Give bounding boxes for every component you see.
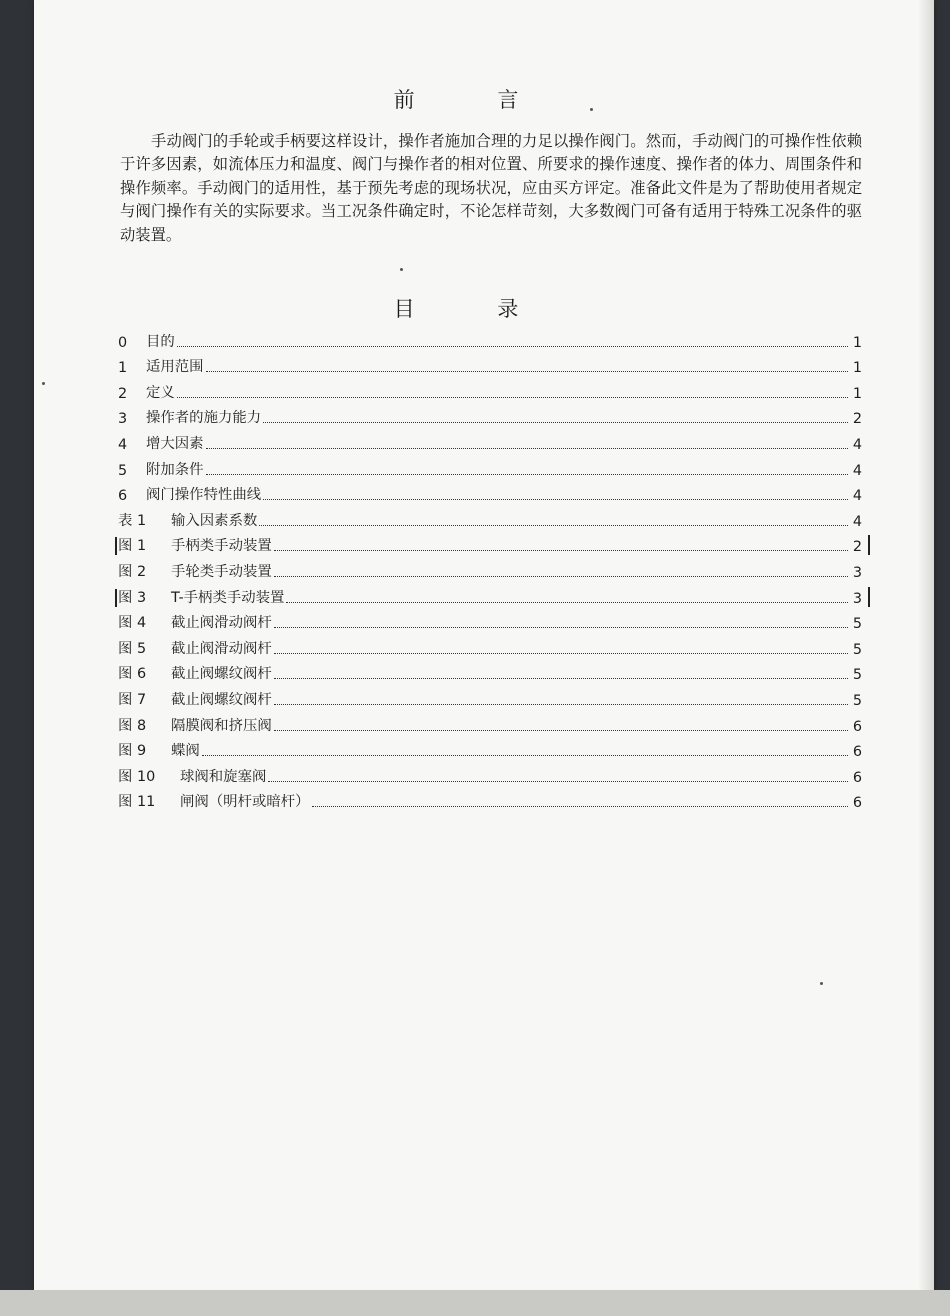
- toc-entry-number: 2: [118, 385, 128, 402]
- toc-entry-page: 5: [852, 692, 862, 709]
- toc-entry-number: 图 10: [118, 768, 156, 785]
- toc-entry[interactable]: [118, 402, 862, 428]
- toc-entry-page: 6: [852, 769, 862, 786]
- toc-entry-page: 5: [852, 641, 862, 658]
- toc-entry-page: 1: [852, 360, 862, 377]
- toc-entry[interactable]: [118, 376, 862, 402]
- toc-entry-page: 6: [852, 718, 862, 735]
- toc-leader-dots: [263, 421, 848, 423]
- toc-entry-page: 5: [852, 616, 862, 633]
- toc-entry-number: 图 8: [118, 717, 147, 734]
- toc-title: 目 录: [393, 297, 557, 321]
- toc-entry-label: 输入因素系数: [171, 512, 258, 529]
- scan-speck: [400, 268, 403, 271]
- toc-entry-label: 球阀和旋塞阀: [180, 768, 267, 785]
- toc-entry-label: 截止阀螺纹阀杆: [171, 691, 272, 708]
- toc-entry-label: 手轮类手动装置: [171, 563, 272, 580]
- margin-mark: [868, 587, 870, 607]
- toc-entry-page: 1: [852, 385, 862, 402]
- toc-entry-number: 0: [118, 334, 128, 351]
- toc-entry-page: 4: [852, 462, 862, 479]
- toc-entry-label: 增大因素: [146, 435, 204, 452]
- toc-entry-label: 蝶阀: [171, 743, 200, 760]
- toc-entry-number: 表 1: [118, 512, 147, 529]
- toc-entry-label: 闸阀（明杆或暗杆）: [180, 794, 310, 811]
- toc-entry[interactable]: [118, 632, 862, 658]
- toc-leader-dots: [274, 549, 848, 551]
- toc-entry[interactable]: [118, 479, 862, 505]
- toc-entry[interactable]: [118, 325, 862, 351]
- toc-leader-dots: [274, 729, 848, 731]
- toc-entry-number: 图 1: [118, 538, 147, 555]
- toc-entry[interactable]: [118, 453, 862, 479]
- toc-entry-page: 6: [852, 744, 862, 761]
- toc-leader-dots: [312, 805, 848, 807]
- toc-entry-label: 定义: [146, 384, 175, 401]
- toc-entry-number: 3: [118, 411, 128, 428]
- toc-entry-page: 2: [852, 539, 862, 556]
- page-edge-shadow: [918, 0, 934, 1290]
- toc-entry[interactable]: [118, 427, 862, 453]
- toc-entry[interactable]: [118, 351, 862, 377]
- toc-entry-page: 3: [852, 590, 862, 607]
- toc-entry-page: 1: [852, 334, 862, 351]
- toc-entry[interactable]: [118, 735, 862, 761]
- margin-mark: [868, 535, 870, 555]
- toc-entry-label: 操作者的施力能力: [146, 410, 262, 427]
- toc-entry[interactable]: [118, 658, 862, 684]
- toc-entry-number: 6: [118, 488, 128, 505]
- margin-mark: [115, 537, 117, 555]
- toc-entry-number: 图 9: [118, 743, 147, 760]
- toc-entry[interactable]: [118, 683, 862, 709]
- toc-entry-label: 截止阀滑动阀杆: [171, 615, 272, 632]
- toc-leader-dots: [206, 447, 848, 449]
- scan-speck: [820, 982, 823, 985]
- toc-leader-dots: [274, 652, 848, 654]
- toc-entry-page: 5: [852, 667, 862, 684]
- toc-entry-label: 附加条件: [146, 461, 204, 478]
- toc-leader-dots: [177, 345, 848, 347]
- toc-entry-label: 适用范围: [146, 359, 204, 376]
- toc-leader-dots: [206, 473, 848, 475]
- toc-leader-dots: [274, 626, 848, 628]
- toc-entry[interactable]: [118, 607, 862, 633]
- toc-entry-page: 4: [852, 436, 862, 453]
- toc-entry[interactable]: [118, 581, 862, 607]
- toc-entry-number: 图 2: [118, 563, 147, 580]
- toc-entry-number: 5: [118, 462, 128, 479]
- margin-mark: [115, 589, 117, 607]
- toc-entry[interactable]: [118, 709, 862, 735]
- toc-entry-label: 目的: [146, 333, 175, 350]
- toc-leader-dots: [259, 524, 848, 526]
- toc-entry-number: 1: [118, 360, 128, 377]
- toc-leader-dots: [202, 754, 848, 756]
- toc-entry-label: 截止阀滑动阀杆: [171, 640, 272, 657]
- toc-entry-page: 3: [852, 564, 862, 581]
- toc-leader-dots: [177, 396, 848, 398]
- toc-entry-label: 隔膜阀和挤压阀: [171, 717, 272, 734]
- toc-entry-label: 手柄类手动装置: [171, 538, 272, 555]
- toc-entry-number: 图 4: [118, 615, 147, 632]
- scanner-bottom-band: [0, 1290, 950, 1316]
- toc-entry-number: 图 11: [118, 794, 156, 811]
- toc-leader-dots: [274, 703, 848, 705]
- toc-entry-number: 图 5: [118, 640, 147, 657]
- toc-entry-label: 阀门操作特性曲线: [146, 487, 262, 504]
- toc-entry[interactable]: [118, 530, 862, 556]
- toc-leader-dots: [274, 575, 848, 577]
- table-of-contents: [118, 325, 862, 811]
- toc-entry-page: 2: [852, 411, 862, 428]
- toc-entry-number: 图 7: [118, 691, 147, 708]
- toc-leader-dots: [274, 677, 848, 679]
- toc-leader-dots: [268, 780, 848, 782]
- preface-paragraph: 手动阀门的手轮或手柄要这样设计，操作者施加合理的力足以操作阀门。然而，手动阀门的可操作性依赖于许多因素，如流体压力和温度、阀门与操作者的相对位置、所要求的操作速度、操作者的体力、周围条件和操作频率。手动阀门的适用性，基于预先考虑的现场状况，应由买方评定。准备此文件是为了帮助使用者规定与阀门操作有关的实际要求。当工况条件确定时，不论怎样苛刻，大多数阀门可备有适用于特殊工况条件的驱动装置。: [120, 132, 862, 244]
- toc-entry[interactable]: [118, 555, 862, 581]
- toc-entry-number: 图 3: [118, 589, 147, 606]
- preface-title: 前 言: [393, 88, 557, 112]
- toc-leader-dots: [206, 370, 848, 372]
- toc-entry[interactable]: [118, 760, 862, 786]
- toc-entry-page: 4: [852, 513, 862, 530]
- scan-speck: [42, 382, 45, 385]
- toc-entry-page: 4: [852, 488, 862, 505]
- toc-entry[interactable]: [118, 786, 862, 812]
- toc-leader-dots: [263, 498, 848, 500]
- toc-entry[interactable]: [118, 504, 862, 530]
- toc-entry-label: T-手柄类手动装置: [171, 589, 285, 606]
- toc-entry-number: 图 6: [118, 666, 147, 683]
- toc-entry-number: 4: [118, 436, 128, 453]
- toc-entry-page: 6: [852, 795, 862, 812]
- toc-entry-label: 截止阀螺纹阀杆: [171, 666, 272, 683]
- toc-leader-dots: [286, 601, 848, 603]
